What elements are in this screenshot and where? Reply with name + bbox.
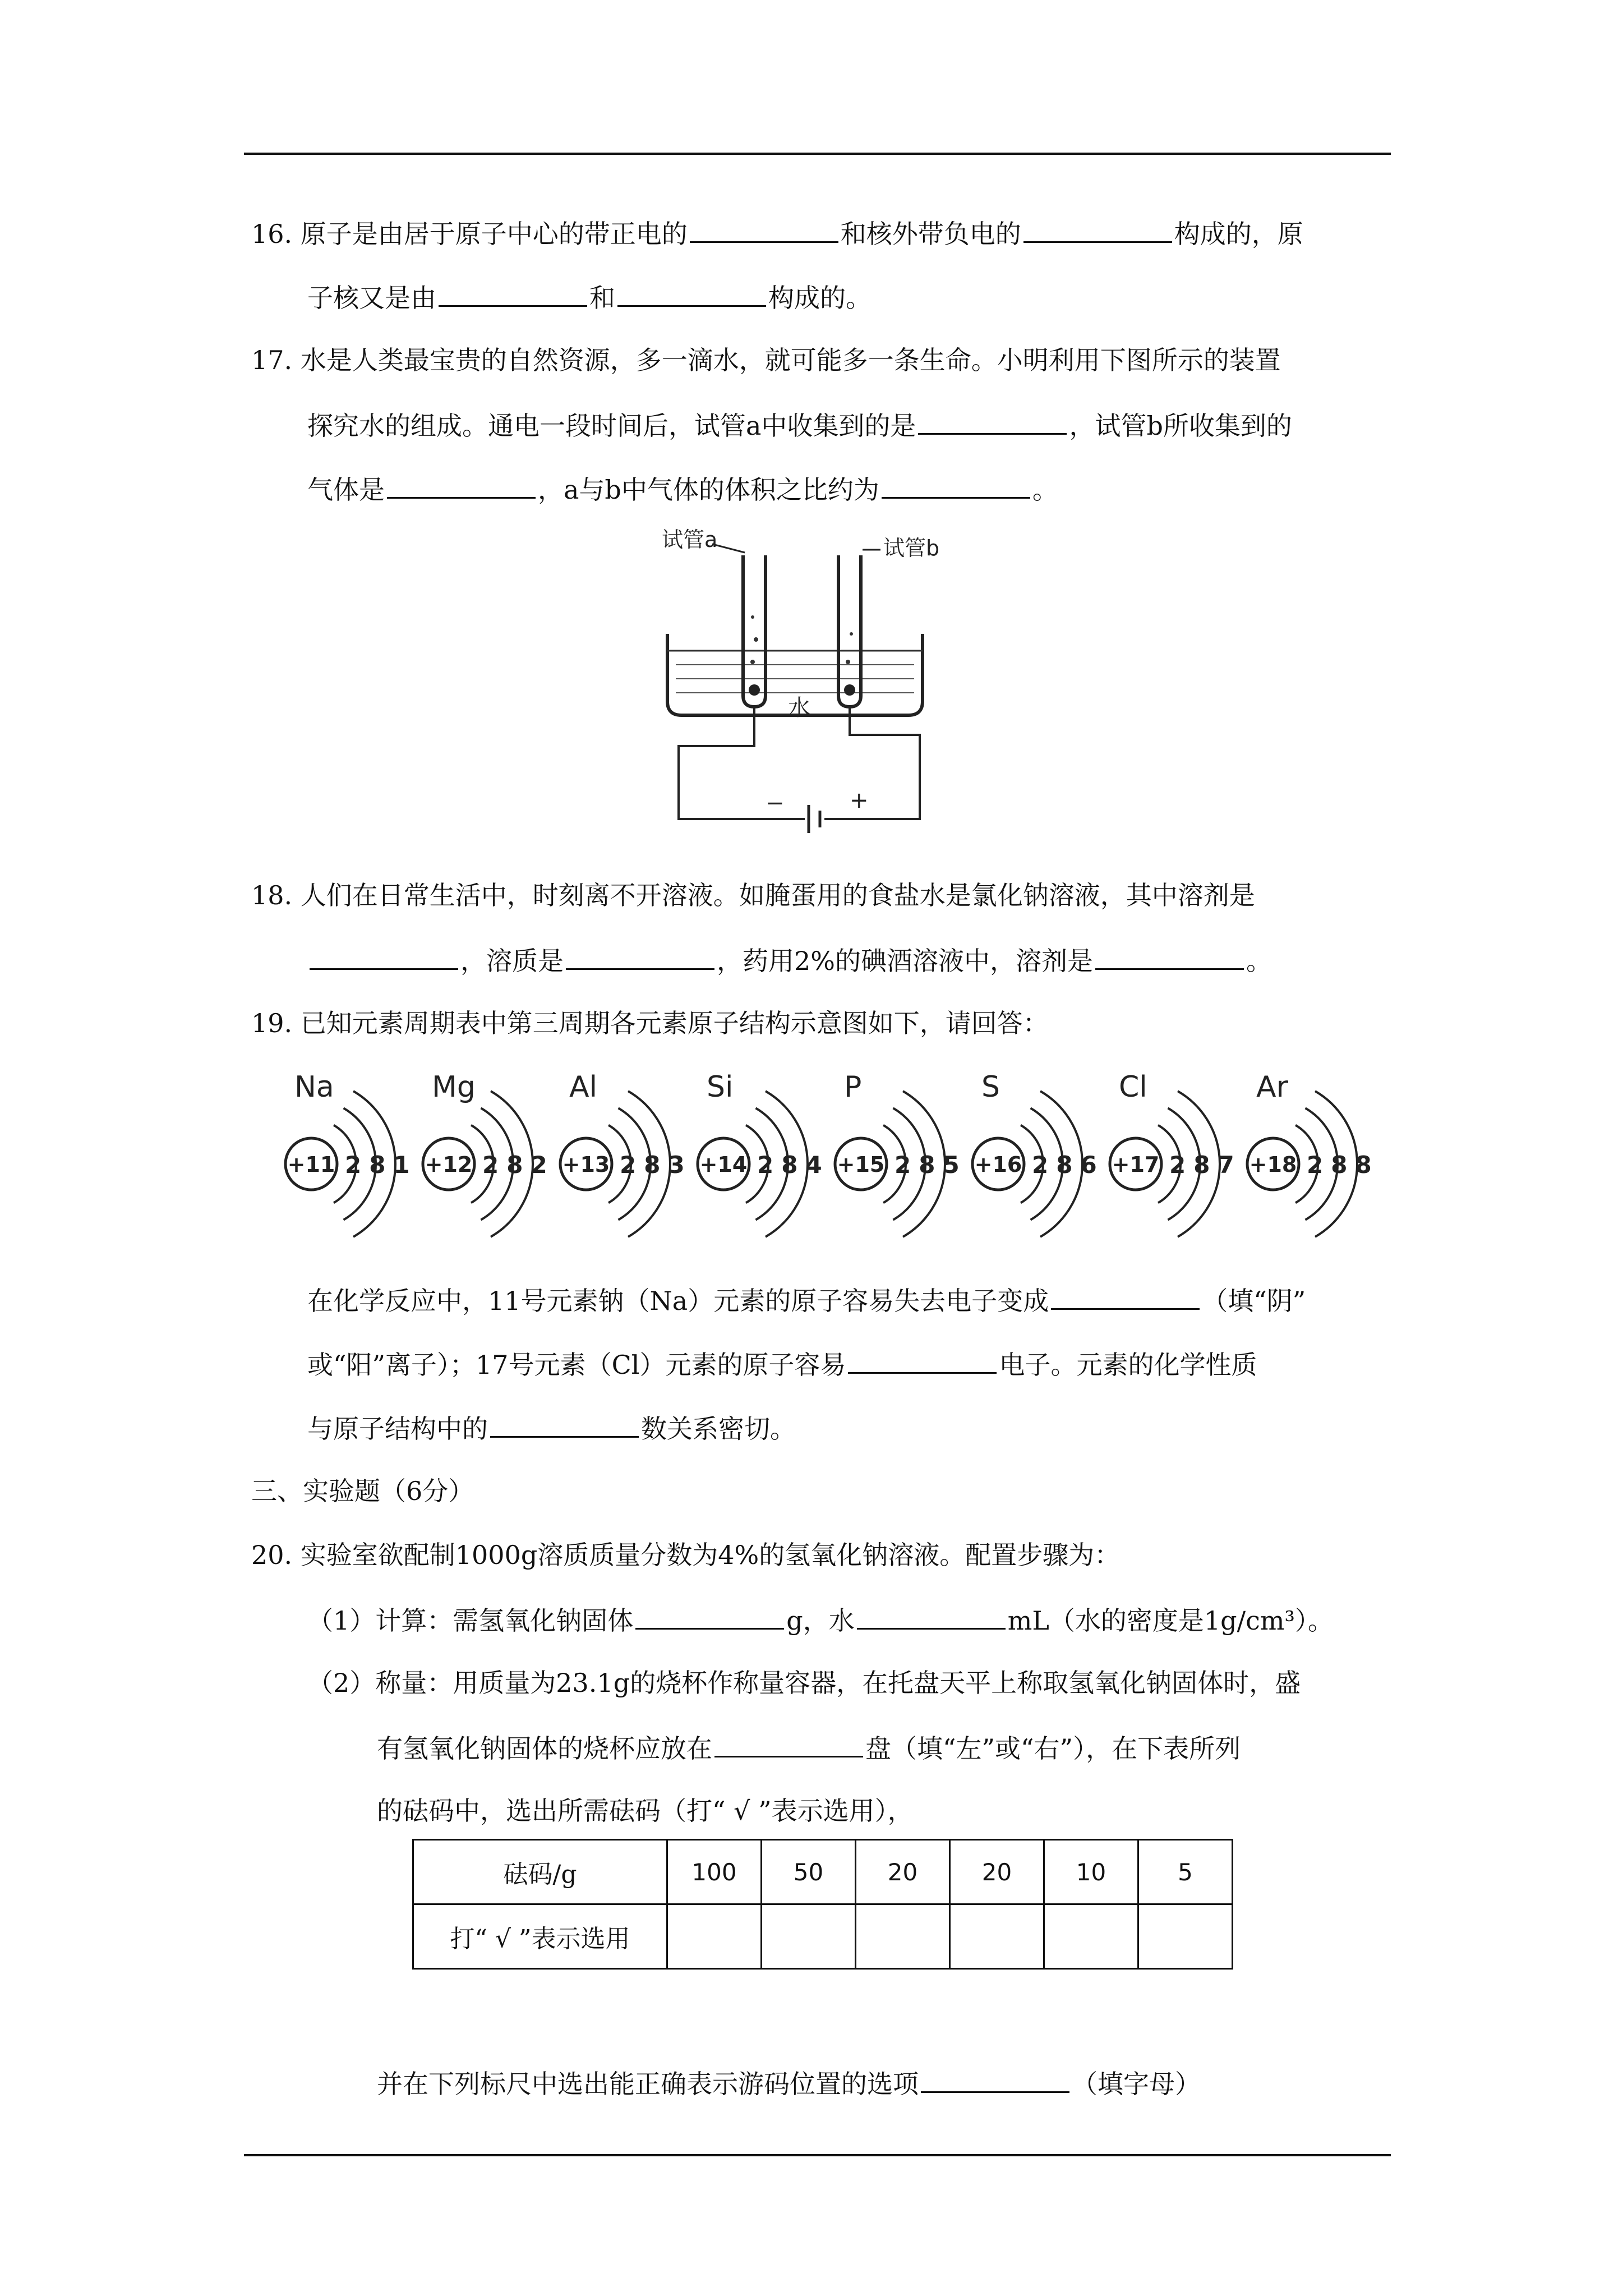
nuclear-charge: +16 [974,1152,1022,1177]
check-cell[interactable] [1044,1904,1138,1969]
shell-electron-counts: 283 [620,1151,693,1179]
atom-diagram-na [285,1070,418,1237]
answer-blank[interactable] [617,280,766,307]
q20-step-2-line-3: 的砝码中，选出所需砝码（打“ √ ”表示选用）， [377,1796,914,1826]
atom-diagram-al [560,1070,693,1237]
atom-diagram-si [698,1070,830,1237]
q19-line-3: 或“阳”离子）；17号元素（Cl）元素的原子容易 电子。元素的化学性质 [307,1347,1257,1381]
shell-electron-counts: 287 [1169,1151,1242,1179]
table-header-label: 砝码/g [413,1840,667,1904]
nuclear-charge: +12 [425,1152,473,1177]
tube-a-label: 试管a [662,527,718,552]
element-symbol: Cl [1119,1070,1147,1104]
answer-blank[interactable] [1023,217,1172,243]
atom-diagram-s [972,1070,1105,1237]
weight-cell: 10 [1044,1840,1138,1904]
answer-blank[interactable] [690,217,838,243]
weight-cell: 50 [762,1840,856,1904]
element-symbol: Ar [1256,1070,1288,1104]
answer-blank[interactable] [921,2067,1069,2093]
q20-step-2-line-1: （2）称量：用质量为23.1g的烧杯作称量容器，在托盘天平上称取氢氧化钠固体时，盛 [307,1668,1301,1698]
nuclear-charge: +15 [837,1152,885,1177]
table-row-label: 打“ √ ”表示选用 [413,1904,667,1969]
section-heading: 三、实验题（6分） [251,1476,474,1506]
answer-blank[interactable] [439,280,587,307]
positive-terminal: + [850,788,869,813]
nuclear-charge: +14 [699,1152,748,1177]
check-cell[interactable] [1138,1904,1233,1969]
q19-line-4: 与原子结构中的 数关系密切。 [307,1411,796,1444]
test-tube-b [838,555,861,707]
q20-last-line: 并在下列标尺中选出能正确表示游码位置的选项 （填字母） [377,2067,1201,2100]
atom-diagram-mg [423,1070,555,1237]
nuclear-charge: +11 [287,1152,335,1177]
atom-diagram-p [835,1070,967,1237]
element-symbol: Al [569,1070,598,1104]
answer-blank[interactable] [848,1347,997,1374]
water-label: 水 [788,695,810,721]
element-symbol: S [981,1070,1000,1104]
q17-line-3: 气体是 ，a与b中气体的体积之比约为 。 [307,472,1058,505]
element-symbol: P [844,1070,862,1104]
top-rule [244,153,1391,155]
atom-diagram-ar [1247,1070,1380,1237]
q18-line-1: 18. 人们在日常生活中，时刻离不开溶液。如腌蛋用的食盐水是氯化钠溶液，其中溶剂是 [251,880,1255,910]
answer-blank[interactable] [566,944,714,970]
weight-cell: 5 [1138,1840,1233,1904]
nuclear-charge: +17 [1112,1152,1160,1177]
q16-line-1: 16. 原子是由居于原子中心的带正电的 和核外带负电的 构成的，原 [251,217,1303,250]
q20-line-1: 20. 实验室欲配制1000g溶质质量分数为4%的氢氧化钠溶液。配置步骤为： [251,1540,1121,1570]
q20-step-1: （1）计算：需氢氧化钠固体 g，水 mL（水的密度是1g/cm³）。 [307,1603,1334,1636]
answer-blank[interactable] [387,472,536,499]
shell-electron-counts: 282 [482,1151,555,1179]
atomic-structure-diagrams [280,1055,1391,1257]
answer-blank[interactable] [310,944,458,970]
weight-cell: 20 [950,1840,1044,1904]
element-symbol: Na [294,1070,334,1104]
check-cell[interactable] [762,1904,856,1969]
answer-blank[interactable] [918,408,1067,435]
answer-blank[interactable] [882,472,1030,499]
q19-line-1: 19. 已知元素周期表中第三周期各元素原子结构示意图如下，请回答： [251,1008,1049,1038]
table-row [413,1904,1233,1969]
weight-cell: 100 [667,1840,762,1904]
answer-blank[interactable] [1051,1283,1200,1310]
q17-line-2: 探究水的组成。通电一段时间后，试管a中收集到的是 ，试管b所收集到的 [307,408,1292,441]
answer-blank[interactable] [635,1603,784,1630]
q20-step-2-line-2: 有氢氧化钠固体的烧杯应放在 盘（填“左”或“右”），在下表所列 [377,1731,1241,1764]
q16-line-2: 子核又是由 和 构成的。 [307,280,872,314]
weights-table [412,1839,1233,1970]
q17-line-1: 17. 水是人类最宝贵的自然资源，多一滴水，就可能多一条生命。小明利用下图所示的装置 [251,345,1281,375]
nuclear-charge: +13 [562,1152,610,1177]
check-cell[interactable] [667,1904,762,1969]
tube-b-label: 试管b [883,536,940,560]
electrolysis-apparatus-figure [645,522,959,836]
answer-blank[interactable] [857,1603,1006,1630]
weight-cell: 20 [856,1840,950,1904]
q19-line-2: 在化学反应中，11号元素钠（Na）元素的原子容易失去电子变成 （填“阴” [307,1283,1306,1317]
answer-blank[interactable] [1095,944,1244,970]
test-tube-a [743,555,766,707]
answer-blank[interactable] [490,1411,639,1438]
table-row [413,1840,1233,1904]
shell-electron-counts: 285 [895,1151,967,1179]
check-cell[interactable] [856,1904,950,1969]
element-symbol: Mg [432,1070,476,1104]
atom-diagram-cl [1110,1070,1242,1237]
negative-terminal: − [766,790,785,816]
element-symbol: Si [707,1070,734,1104]
shell-electron-counts: 281 [345,1151,418,1179]
shell-electron-counts: 284 [757,1151,830,1179]
shell-electron-counts: 288 [1307,1151,1380,1179]
shell-electron-counts: 286 [1032,1151,1105,1179]
nuclear-charge: +18 [1249,1152,1297,1177]
check-cell[interactable] [950,1904,1044,1969]
answer-blank[interactable] [714,1731,863,1757]
bottom-rule [244,2154,1391,2156]
q18-line-2: ，溶质是 ，药用2%的碘酒溶液中，溶剂是 。 [307,944,1272,977]
